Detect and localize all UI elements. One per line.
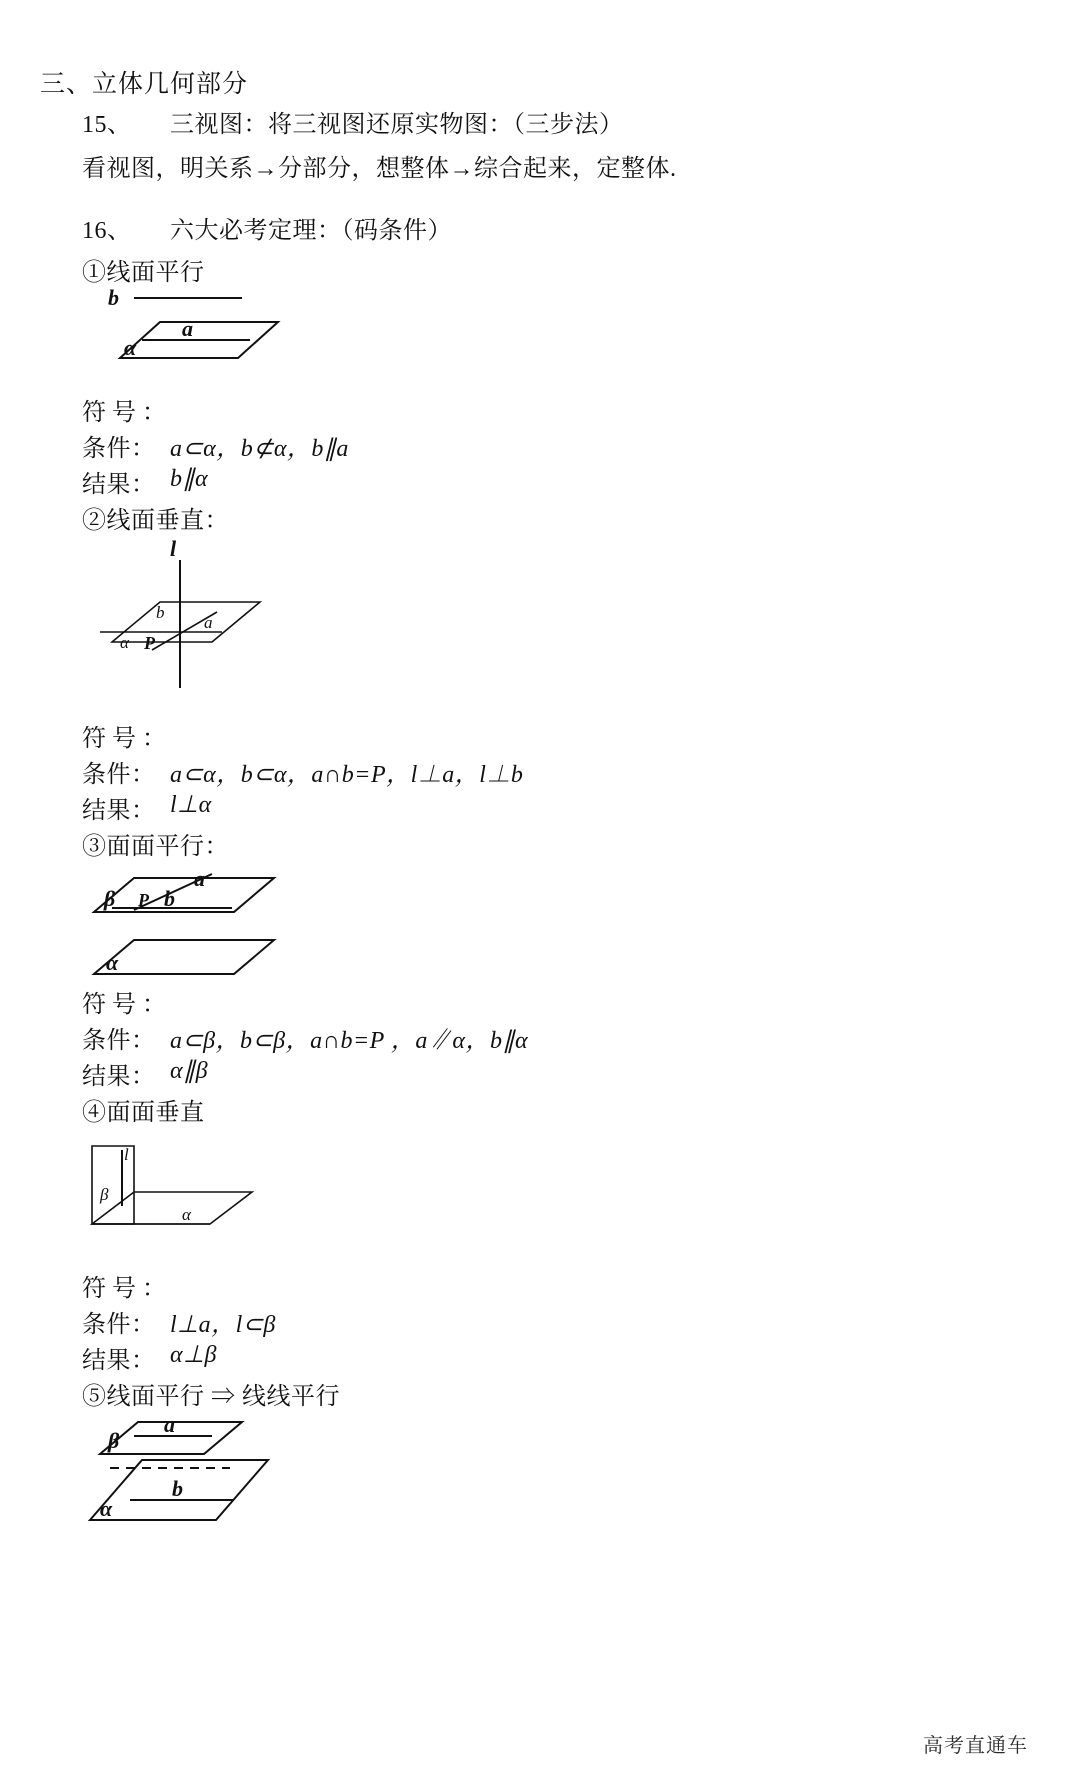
svg-text:l: l	[170, 538, 177, 561]
item-16-title: 六大必考定理：（码条件）	[170, 218, 452, 244]
svg-text:P: P	[138, 890, 149, 910]
svg-text:a: a	[182, 316, 193, 341]
theorem-2-condition: a⊂α，b⊂α，a∩b=P，l⊥a，l⊥b	[170, 762, 524, 788]
theorem-1-result-label: 结果：	[82, 472, 156, 498]
item-16-number: 16、	[82, 218, 132, 244]
plane-parallel-plane-figure	[82, 864, 322, 984]
svg-text:b: b	[156, 603, 165, 622]
theorem-1-condition: a⊂α，b⊄α，b∥a	[170, 436, 349, 462]
theorem-2-label: ②线面垂直：	[82, 508, 229, 534]
theorem-3-symbol-label: 符号：	[82, 992, 172, 1018]
svg-text:β: β	[104, 886, 116, 911]
line-parallel-plane-figure	[82, 278, 302, 378]
svg-text:b: b	[164, 886, 175, 911]
theorem-4-label: ④面面垂直	[82, 1100, 205, 1126]
svg-text:β: β	[108, 1428, 120, 1453]
theorem-1-result: b∥α	[170, 466, 209, 492]
svg-text:α: α	[182, 1205, 191, 1224]
theorem-3-condition: a⊂β，b⊂β，a∩b=P ，a∥α，b∥α	[170, 1028, 529, 1054]
theorem-3-label: ③面面平行：	[82, 834, 229, 860]
footer-brand: 高考直通车	[923, 1735, 1028, 1757]
theorem-1-condition-label: 条件：	[82, 436, 156, 462]
svg-text:b: b	[172, 1476, 183, 1501]
svg-text:a: a	[194, 866, 205, 891]
theorem-4-condition-label: 条件：	[82, 1312, 156, 1338]
theorem-4-condition: l⊥a，l⊂β	[170, 1312, 276, 1338]
line-perpendicular-plane-figure	[82, 538, 342, 713]
theorem-1-symbol-label: 符号：	[82, 400, 172, 426]
svg-text:a: a	[164, 1412, 175, 1437]
theorem-3-result-label: 结果：	[82, 1064, 156, 1090]
svg-text:α: α	[106, 950, 119, 975]
theorem-2-symbol-label: 符号：	[82, 726, 172, 752]
theorem-3-condition-label: 条件：	[82, 1028, 156, 1054]
theorem-2-result: l⊥α	[170, 792, 212, 818]
item-15-title: 三视图：将三视图还原实物图：（三步法）	[170, 112, 624, 138]
theorem-2-condition-label: 条件：	[82, 762, 156, 788]
svg-text:a: a	[204, 613, 213, 632]
theorem-1-label: ①线面平行	[82, 260, 205, 286]
theorem-5-label: ⑤线面平行 ⇒ 线线平行	[82, 1384, 340, 1410]
svg-text:α: α	[120, 633, 129, 652]
item-15-body: 看视图，明关系→分部分，想整体→综合起来，定整体.	[82, 156, 677, 182]
theorem-3-result: α∥β	[170, 1058, 209, 1084]
svg-text:P: P	[144, 633, 155, 653]
item-15-number: 15、	[82, 112, 132, 138]
page-top-watermark	[640, 6, 760, 18]
line-plane-parallel-implies-line-line-figure	[82, 1412, 332, 1552]
theorem-4-symbol-label: 符号：	[82, 1276, 172, 1302]
svg-text:α: α	[100, 1496, 113, 1521]
svg-text:β: β	[100, 1185, 109, 1204]
theorem-4-result-label: 结果：	[82, 1348, 156, 1374]
theorem-2-result-label: 结果：	[82, 798, 156, 824]
plane-perpendicular-plane-figure	[82, 1128, 332, 1263]
svg-text:α: α	[124, 335, 137, 360]
theorem-4-result: α⊥β	[170, 1342, 217, 1368]
svg-text:l: l	[124, 1145, 129, 1164]
svg-text:b: b	[108, 285, 119, 310]
section-heading: 三、立体几何部分	[40, 71, 249, 98]
